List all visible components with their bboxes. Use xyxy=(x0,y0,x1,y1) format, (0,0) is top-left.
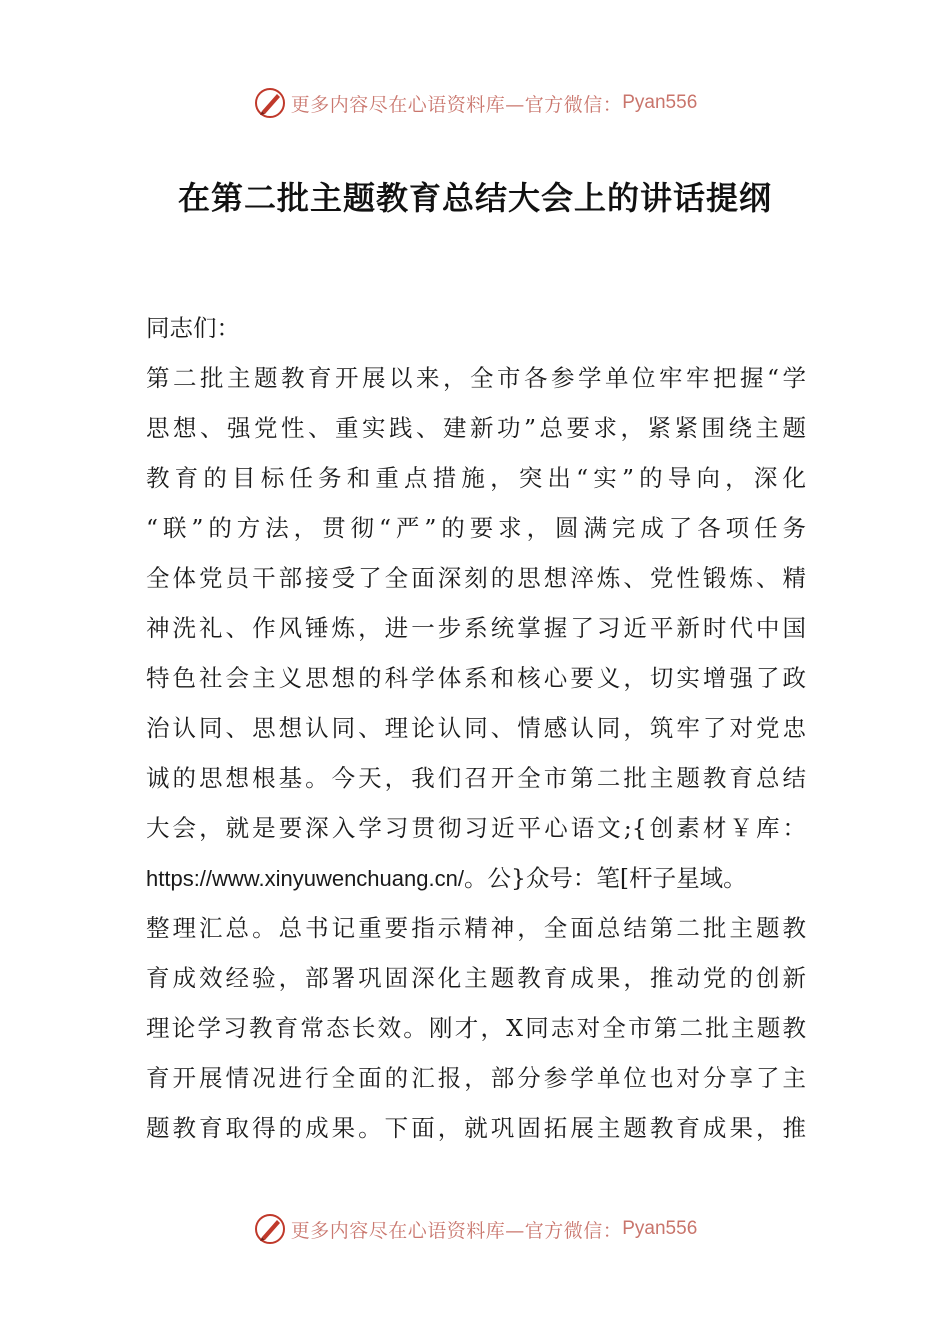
source-url[interactable]: https://www.xinyuwenchuang.cn/ xyxy=(146,866,464,891)
body-line: “联”的方法，贯彻“严”的要求，圆满完成了各项任务 xyxy=(146,514,806,542)
watermark-wechat-id: Pyan556 xyxy=(622,1218,698,1239)
body-line: 全体党员干部接受了全面深刻的思想淬炼、党性锻炼、精 xyxy=(146,564,806,592)
watermark-text: 更多内容尽在心语资料库—官方微信： xyxy=(290,93,623,116)
body-line: 神洗礼、作风锤炼，进一步系统掌握了习近平新时代中国 xyxy=(146,614,806,642)
body-line: 理论学习教育常态长效。刚才，X同志对全市第二批主题教 xyxy=(146,1014,806,1042)
body-line: 育成效经验，部署巩固深化主题教育成果，推动党的创新 xyxy=(146,964,806,992)
body-line: 整理汇总。总书记重要指示精神，全面总结第二批主题教 xyxy=(146,914,806,942)
pen-logo-icon xyxy=(253,1212,287,1246)
body-line: 思想、强党性、重实践、建新功”总要求，紧紧围绕主题 xyxy=(146,414,806,442)
document-title: 在第二批主题教育总结大会上的讲话提纲 xyxy=(177,179,772,217)
body-line: 治认同、思想认同、理论认同、情感认同，筑牢了对党忠 xyxy=(146,714,806,742)
watermark-wechat-id: Pyan556 xyxy=(622,92,698,113)
document-body xyxy=(146,303,806,1153)
body-line: 诚的思想根基。今天，我们召开全市第二批主题教育总结 xyxy=(146,764,806,792)
body-line: 特色社会主义思想的科学体系和核心要义，切实增强了政 xyxy=(146,664,806,692)
url-line xyxy=(146,853,806,903)
greeting: 同志们： xyxy=(146,314,240,342)
body-line: 大会，就是要深入学习贯彻习近平心语文;{创素材￥库： xyxy=(146,814,806,842)
footer-watermark xyxy=(0,1209,950,1249)
watermark-text: 更多内容尽在心语资料库—官方微信： xyxy=(290,1219,623,1242)
body-line: 第二批主题教育开展以来，全市各参学单位牢牢把握“学 xyxy=(146,364,806,392)
url-line-suffix: 。公}众号：笔[杆子星域。 xyxy=(463,864,747,892)
body-line: 题教育取得的成果。下面，就巩固拓展主题教育成果，推 xyxy=(146,1114,806,1142)
pen-logo-icon xyxy=(253,86,287,120)
body-line: 教育的目标任务和重点措施，突出“实”的导向，深化 xyxy=(146,464,806,492)
header-watermark xyxy=(0,83,950,123)
body-line: 育开展情况进行全面的汇报，部分参学单位也对分享了主 xyxy=(146,1064,806,1092)
